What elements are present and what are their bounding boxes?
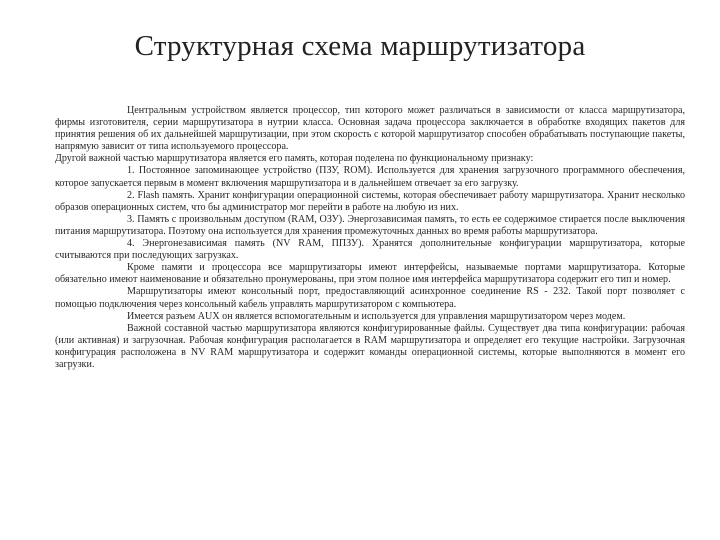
paragraph-memory-intro: Другой важной частью маршрутизатора является его память, которая поделена по функциональному признаку: [55,153,534,165]
paragraph-config-files: Важной составной частью маршрутизатора являются конфигурированные файлы. Существует два типа конфигурации: рабочая (или активная) и загрузочная. Рабочая конфигурация располагается в RAM маршрутизатора и определяет его текущие настройки. Загрузочная конфигурация расположена в NV RAM маршрутизатора и содержит команды операционной системы, которые выполняются в момент его загрузки. [55,322,685,370]
paragraph-aux-port: Имеется разъем AUX он является вспомогательным и используется для управления маршрутизатором через модем. [127,310,626,322]
paragraph-processor: Центральным устройством является процессор, тип которого может различаться в зависимости от класса маршрутизатора, фирмы изготовителя, серии маршрутизатора в нутрии класса. Основная задача процессора заключается в обработке входящих пакетов для принятия решения об их дальнейшей маршрутизации, при этом скорость с которой маршрутизатор способен обрабатывать поступающие пакеты, напрямую зависит от типа используемого процессора. [55,105,685,153]
paragraph-console-port: Маршрутизаторы имеют консольный порт, предоставляющий асинхронное соединение RS - 232. Такой порт позволяет с помощью подключения через консольный кабель управлять маршрутизатором с компьютера. [55,286,685,310]
paragraph-interfaces: Кроме памяти и процессора все маршрутизаторы имеют интерфейсы, называемые портами маршрутизатора. Которые обязательно имеют наименование и обязательно пронумерованы, при этом полное имя интерфейса маршрутизатора содержит его тип и номер. [55,262,685,286]
paragraph-ram: 3. Память с произвольным доступом (RAM, ОЗУ). Энергозависимая память, то есть ее содержимое стирается после выключения питания маршрутизатора. Поэтому она используется для хранения промежуточных данных во время работы маршрутизатора. [55,213,685,237]
paragraph-rom: 1. Постоянное запоминающее устройство (ПЗУ, ROM). Используется для хранения загрузочного программного обеспечения, которое запускается первым в момент включения маршрутизатора и в дальнейшем отвечает за его загрузку. [55,165,685,189]
body-text [55,105,685,371]
paragraph-flash: 2. Flash память. Хранит конфигурации операционной системы, которая обеспечивает работу маршрутизатора. Хранит несколько образов операционных систем, что бы администратор мог перейти в работе на любую из них. [55,189,685,213]
page-title: Структурная схема маршрутизатора [134,30,586,62]
paragraph-nvram: 4. Энергонезависимая память (NV RAM, ППЗУ). Хранятся дополнительные конфигурации маршрутизатора, которые считываются при последующих загрузках. [55,238,685,262]
